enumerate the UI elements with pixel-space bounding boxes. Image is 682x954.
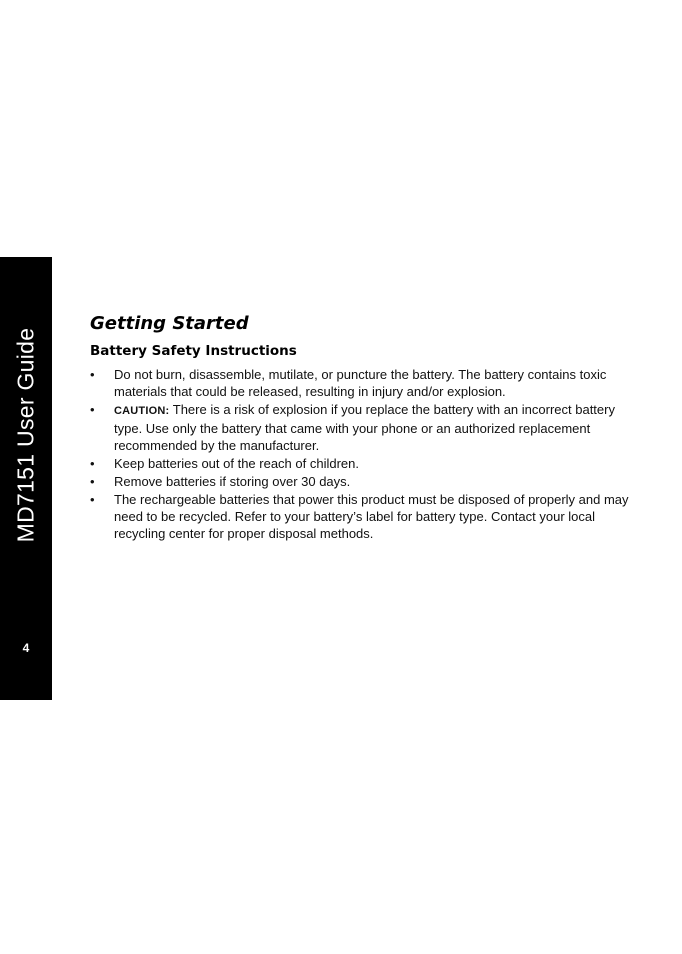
list-item — [90, 491, 638, 542]
safety-instructions-list — [90, 366, 638, 542]
bullet-icon: • — [90, 456, 95, 471]
bullet-icon: • — [90, 492, 95, 507]
list-item-text: Do not burn, disassemble, mutilate, or puncture the battery. The battery contains toxic materials that could be released, resulting in injury and/or explosion. — [114, 367, 607, 399]
guide-title: MD7151 User Guide — [12, 327, 39, 543]
page-number: 4 — [22, 641, 30, 655]
list-item — [90, 455, 638, 472]
list-item — [90, 401, 638, 454]
list-item-text: There is a risk of explosion if you replace the battery with an incorrect battery type. Use only the battery that came with your phone or an authorized replacement recommended by the manufacturer. — [114, 402, 615, 453]
bullet-icon: • — [90, 402, 95, 417]
caution-label: CAUTION: — [114, 405, 170, 417]
list-item-text: The rechargeable batteries that power this product must be disposed of properly and may need to be recycled. Refer to your battery’s label for battery type. Contact your local recycling center for proper disposal methods. — [114, 492, 629, 541]
list-item-text: Keep batteries out of the reach of children. — [114, 456, 359, 471]
list-item — [90, 473, 638, 490]
list-item — [90, 366, 638, 400]
side-tab — [0, 257, 52, 700]
bullet-icon: • — [90, 474, 95, 489]
subsection-title: Battery Safety Instructions — [90, 343, 297, 359]
list-item-text: Remove batteries if storing over 30 days. — [114, 474, 351, 489]
page-content — [90, 312, 638, 543]
bullet-icon: • — [90, 367, 95, 382]
section-title: Getting Started — [90, 313, 249, 334]
